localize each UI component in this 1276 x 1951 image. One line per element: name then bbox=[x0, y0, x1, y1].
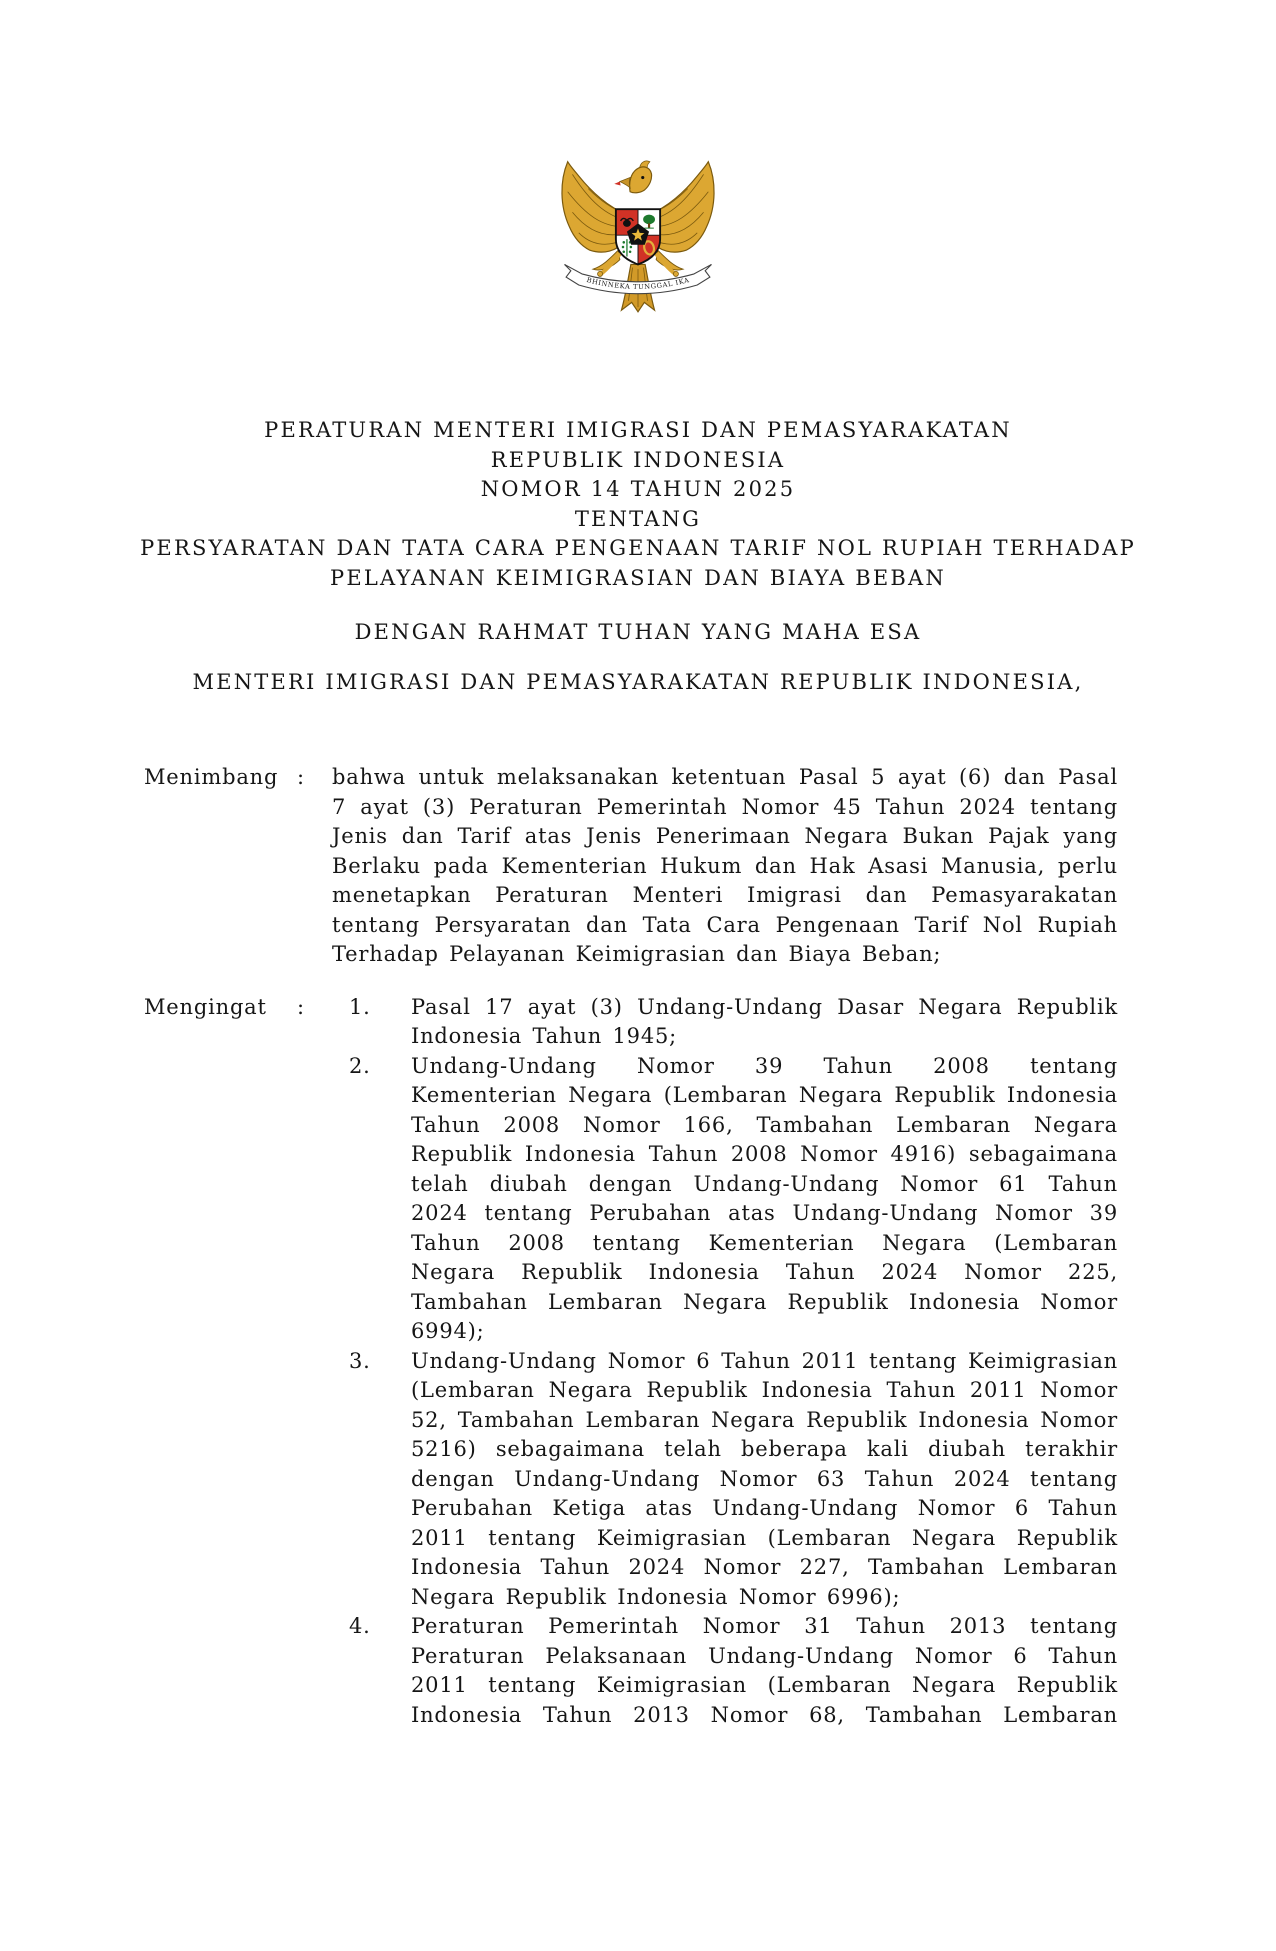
legal-basis-colon: : bbox=[297, 994, 305, 1019]
legal-basis-label: Mengingat bbox=[144, 994, 267, 1019]
item-number: 1. bbox=[349, 994, 371, 1019]
item-number: 3. bbox=[349, 1348, 371, 1373]
legal-basis-item-4 bbox=[332, 1612, 1118, 1730]
item-text: Undang-Undang Nomor 39 Tahun 2008 tentang Kementerian Negara (Lembaran Negara Republik Indonesia Tahun 2008 Nomor 166, Tambahan Lembaran Negara Republik Indonesia Tahun 2008 Nomor 4916) sebagaimana telah diubah dengan Undang-Undang Nomor 61 Tahun 2024 tentang Perubahan atas Undang-Undang Nomor 39 Tahun 2008 tentang Kementerian Negara (Lembaran Negara Republik Indonesia Tahun 2024 Nomor 225, Tambahan Lembaran Negara Republik Indonesia Nomor 6994); bbox=[411, 1053, 1118, 1343]
title-line-3: NOMOR 14 TAHUN 2025 bbox=[480, 477, 796, 501]
title-line-4: TENTANG bbox=[574, 506, 702, 531]
document-title bbox=[0, 416, 1276, 593]
preamble-clauses bbox=[144, 763, 1118, 1730]
legal-basis-clause bbox=[144, 993, 1118, 1731]
garuda-icon bbox=[555, 157, 721, 315]
item-number: 2. bbox=[349, 1053, 371, 1078]
title-line-5: PERSYARATAN DAN TATA CARA PENGENAAN TARIF NOL RUPIAH TERHADAP bbox=[140, 536, 1136, 560]
item-text: Pasal 17 ayat (3) Undang-Undang Dasar Negara Republik Indonesia Tahun 1945; bbox=[411, 994, 1118, 1048]
considering-colon: : bbox=[297, 765, 305, 789]
item-text: Undang-Undang Nomor 6 Tahun 2011 tentang Keimigrasian (Lembaran Negara Republik Indonesia Tahun 2011 Nomor 52, Tambahan Lembaran Negara Republik Indonesia Nomor 5216) sebagaimana telah beberapa kali diubah terakhir dengan Undang-Undang Nomor 63 Tahun 2024 tentang Perubahan Ketiga atas Undang-Undang Nomor 6 Tahun 2011 tentang Keimigrasian (Lembaran Negara Republik Indonesia Tahun 2024 Nomor 227, Tambahan Lembaran Negara Republik Indonesia Nomor 6996); bbox=[411, 1348, 1118, 1609]
garuda-pancasila-emblem bbox=[555, 157, 721, 315]
legal-basis-item-2 bbox=[332, 1052, 1118, 1347]
considering-label: Menimbang bbox=[144, 765, 279, 789]
legal-basis-item-3 bbox=[332, 1347, 1118, 1613]
title-line-2: REPUBLIK INDONESIA bbox=[490, 447, 786, 472]
authority-line: MENTERI IMIGRASI DAN PEMASYARAKATAN REPUBLIK INDONESIA, bbox=[192, 669, 1084, 694]
considering-text: bahwa untuk melaksanakan ketentuan Pasal 5 ayat (6) dan Pasal 7 ayat (3) Peraturan Pemerintah Nomor 45 Tahun 2024 tentang Jenis dan Tarif atas Jenis Penerimaan Negara Bukan Pajak yang Berlaku pada Kementerian Hukum dan Hak Asasi Manusia, perlu menetapkan Peraturan Menteri Imigrasi dan Pemasyarakatan tentang Persyaratan dan Tata Cara Pengenaan Tarif Nol Rupiah Terhadap Pelayanan Keimigrasian dan Biaya Beban; bbox=[332, 765, 1118, 966]
legal-basis-items bbox=[332, 993, 1118, 1731]
item-number: 4. bbox=[349, 1614, 371, 1638]
title-line-6: PELAYANAN KEIMIGRASIAN DAN BIAYA BEBAN bbox=[330, 565, 946, 590]
title-line-1: PERATURAN MENTERI IMIGRASI DAN PEMASYARAKATAN bbox=[264, 418, 1012, 442]
item-text-cutoff: Peraturan Pemerintah Nomor 31 Tahun 2013 tentang Peraturan Pelaksanaan Undang-Undang Nomor 6 Tahun 2011 tentang Keimigrasian (Lembaran Negara Republik Indonesia Tahun 2013 Nomor 68, Tambahan Lembaran bbox=[411, 1614, 1118, 1727]
pancasila-shield bbox=[616, 209, 660, 264]
considering-clause bbox=[144, 763, 1118, 970]
emblem-motto-text: BHINNEKA TUNGGAL IKA bbox=[585, 276, 691, 291]
garuda-head bbox=[614, 161, 651, 193]
legal-basis-item-1 bbox=[332, 993, 1118, 1052]
invocation-line: DENGAN RAHMAT TUHAN YANG MAHA ESA bbox=[354, 620, 922, 644]
